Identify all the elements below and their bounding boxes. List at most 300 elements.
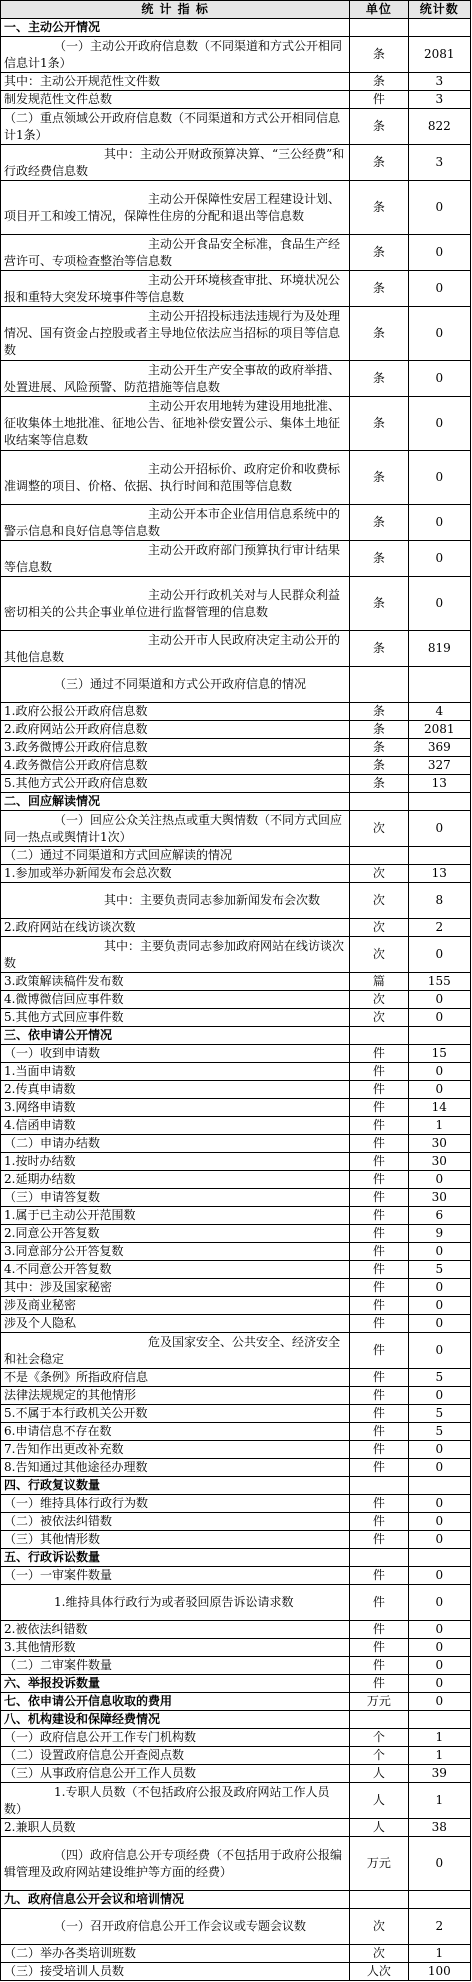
indicator-cell: 六、举报投诉数量	[1, 1675, 350, 1693]
indicator-cell: 制发规范性文件总数	[1, 91, 350, 109]
value-cell: 0	[408, 181, 470, 235]
table-row	[1, 1279, 471, 1297]
unit-cell: 件	[350, 1405, 408, 1423]
table-row	[1, 811, 471, 847]
value-cell: 30	[408, 1189, 470, 1207]
table-row	[1, 1495, 471, 1513]
table-row	[1, 1225, 471, 1243]
indicator-cell: 1.维持具体行政行为或者驳回原告诉讼请求数	[1, 1585, 350, 1621]
table-row	[1, 541, 471, 577]
unit-cell: 条	[350, 505, 408, 541]
indicator-cell: 危及国家安全、公共安全、经济安全和社会稳定	[1, 1333, 350, 1369]
unit-cell: 条	[350, 541, 408, 577]
indicator-cell: 一、主动公开情况	[1, 19, 350, 37]
table-row	[1, 307, 471, 361]
table-row	[1, 1747, 471, 1765]
table-body	[1, 1, 471, 1981]
value-cell: 819	[408, 631, 470, 667]
unit-cell: 人	[350, 1783, 408, 1819]
indicator-cell: 3.政务微博公开政府信息数	[1, 739, 350, 757]
table-row	[1, 451, 471, 505]
value-cell: 100	[408, 1963, 470, 1981]
table-row	[1, 1261, 471, 1279]
indicator-cell: 2.延期办结数	[1, 1171, 350, 1189]
indicator-cell: 2.被依法纠错数	[1, 1621, 350, 1639]
indicator-cell: 主动公开本市企业信用信息系统中的警示信息和良好信息等信息数	[1, 505, 350, 541]
table-row	[1, 1657, 471, 1675]
indicator-cell: 其中：主要负责同志参加政府网站在线访谈次数	[1, 937, 350, 973]
section-row	[1, 793, 471, 811]
value-cell: 0	[408, 1657, 470, 1675]
indicator-cell: 涉及个人隐私	[1, 1315, 350, 1333]
unit-cell: 件	[350, 1207, 408, 1225]
value-cell: 0	[408, 541, 470, 577]
indicator-cell: 五、行政诉讼数量	[1, 1549, 350, 1567]
table-row	[1, 37, 471, 73]
unit-cell: 件	[350, 1369, 408, 1387]
indicator-cell: （一）回应公众关注热点或重大舆情数（不同方式回应同一热点或舆情计1次）	[1, 811, 350, 847]
table-row	[1, 1585, 471, 1621]
unit-cell	[350, 847, 408, 865]
indicator-cell: 1.政府公报公开政府信息数	[1, 703, 350, 721]
indicator-cell: 4.信函申请数	[1, 1117, 350, 1135]
value-cell: 0	[408, 1387, 470, 1405]
table-row	[1, 703, 471, 721]
indicator-cell: （一）收到申请数	[1, 1045, 350, 1063]
value-cell: 0	[408, 235, 470, 271]
value-cell: 0	[408, 505, 470, 541]
section-row	[1, 19, 471, 37]
indicator-cell: 5.其他方式公开政府信息数	[1, 775, 350, 793]
value-cell: 2081	[408, 37, 470, 73]
value-cell: 8	[408, 883, 470, 919]
value-cell: 9	[408, 1225, 470, 1243]
value-cell: 5	[408, 1261, 470, 1279]
unit-cell: 件	[350, 1567, 408, 1585]
indicator-cell: 1.参加或举办新闻发布会总次数	[1, 865, 350, 883]
indicator-cell: 七、依申请公开信息收取的费用	[1, 1693, 350, 1711]
table-row	[1, 1117, 471, 1135]
table-row	[1, 181, 471, 235]
value-cell: 0	[408, 307, 470, 361]
indicator-cell: 其中：主要负责同志参加新闻发布会次数	[1, 883, 350, 919]
value-cell: 15	[408, 1045, 470, 1063]
table-row	[1, 883, 471, 919]
table-row	[1, 739, 471, 757]
value-cell	[408, 19, 470, 37]
table-row	[1, 1513, 471, 1531]
value-cell: 369	[408, 739, 470, 757]
value-cell: 30	[408, 1153, 470, 1171]
table-row	[1, 1783, 471, 1819]
unit-cell: 件	[350, 1513, 408, 1531]
table-row	[1, 1243, 471, 1261]
table-row	[1, 271, 471, 307]
value-cell: 0	[408, 937, 470, 973]
value-cell: 0	[408, 397, 470, 451]
table-row	[1, 1099, 471, 1117]
unit-cell: 件	[350, 1423, 408, 1441]
indicator-cell: 涉及商业秘密	[1, 1297, 350, 1315]
value-cell	[408, 847, 470, 865]
unit-cell	[350, 667, 408, 703]
unit-cell: 次	[350, 937, 408, 973]
indicator-cell: 主动公开招投标违法违规行为及处理情况、国有资金占控股或者主导地位依法应当招标的项目等信息数	[1, 307, 350, 361]
value-cell: 5	[408, 1369, 470, 1387]
table-row	[1, 1315, 471, 1333]
value-cell: 1	[408, 1729, 470, 1747]
unit-cell: 条	[350, 181, 408, 235]
indicator-cell: 主动公开政府部门预算执行审计结果等信息数	[1, 541, 350, 577]
indicator-cell: 其中：主动公开财政预算决算、“三公经费”和行政经费信息数	[1, 145, 350, 181]
unit-cell: 件	[350, 1441, 408, 1459]
unit-cell: 件	[350, 1081, 408, 1099]
unit-cell: 条	[350, 73, 408, 91]
indicator-cell: （二）二审案件数量	[1, 1657, 350, 1675]
table-row	[1, 1297, 471, 1315]
value-cell: 155	[408, 973, 470, 991]
section-row	[1, 1675, 471, 1693]
unit-cell: 条	[350, 739, 408, 757]
unit-cell: 件	[350, 1099, 408, 1117]
table-row	[1, 1729, 471, 1747]
section-row	[1, 1711, 471, 1729]
value-cell: 13	[408, 865, 470, 883]
indicator-cell: 5.其他方式回应事件数	[1, 1009, 350, 1027]
value-cell: 5	[408, 1423, 470, 1441]
table-row	[1, 73, 471, 91]
value-cell	[408, 1711, 470, 1729]
indicator-cell: 6.申请信息不存在数	[1, 1423, 350, 1441]
value-cell: 0	[408, 1009, 470, 1027]
table-row	[1, 1081, 471, 1099]
unit-cell: 条	[350, 361, 408, 397]
indicator-cell: 八、机构建设和保障经费情况	[1, 1711, 350, 1729]
indicator-cell: 1.专职人员数（不包括政府公报及政府网站工作人员数）	[1, 1783, 350, 1819]
unit-cell: 件	[350, 1585, 408, 1621]
value-cell: 0	[408, 1693, 470, 1711]
table-row	[1, 1405, 471, 1423]
value-cell: 13	[408, 775, 470, 793]
value-cell	[408, 1477, 470, 1495]
unit-cell: 件	[350, 1621, 408, 1639]
indicator-cell: （三）接受培训人员数	[1, 1963, 350, 1981]
value-cell: 0	[408, 1837, 470, 1891]
indicator-cell: （一）主动公开政府信息数（不同渠道和方式公开相同信息计1条）	[1, 37, 350, 73]
value-cell: 0	[408, 1081, 470, 1099]
indicator-cell: 主动公开食品安全标准，食品生产经营许可、专项检查整治等信息数	[1, 235, 350, 271]
value-cell: 0	[408, 1675, 470, 1693]
table-row	[1, 1459, 471, 1477]
table-row	[1, 1369, 471, 1387]
value-cell: 0	[408, 361, 470, 397]
table-row	[1, 1621, 471, 1639]
value-cell: 3	[408, 91, 470, 109]
value-cell: 0	[408, 1243, 470, 1261]
unit-cell: 人	[350, 1819, 408, 1837]
unit-cell: 件	[350, 1171, 408, 1189]
table-row	[1, 397, 471, 451]
unit-cell: 件	[350, 1243, 408, 1261]
unit-cell: 次	[350, 1945, 408, 1963]
indicator-cell: 主动公开农用地转为建设用地批准、征收集体土地批准、征地公告、征地补偿安置公示、集体土地征收结案等信息数	[1, 397, 350, 451]
indicator-cell: （二）设置政府信息公开查阅点数	[1, 1747, 350, 1765]
unit-cell: 件	[350, 1387, 408, 1405]
indicator-cell: 主动公开市人民政府决定主动公开的其他信息数	[1, 631, 350, 667]
value-cell: 3	[408, 145, 470, 181]
unit-cell: 件	[350, 1639, 408, 1657]
unit-cell: 条	[350, 271, 408, 307]
table-header-row	[1, 1, 471, 19]
table-row	[1, 1189, 471, 1207]
table-row	[1, 991, 471, 1009]
table-row	[1, 847, 471, 865]
table-row	[1, 1441, 471, 1459]
section-row	[1, 1891, 471, 1909]
unit-cell: 条	[350, 307, 408, 361]
value-cell: 0	[408, 1513, 470, 1531]
unit-cell: 次	[350, 811, 408, 847]
table-row	[1, 1171, 471, 1189]
value-cell: 0	[408, 1297, 470, 1315]
unit-cell: 次	[350, 1909, 408, 1945]
unit-cell: 人次	[350, 1963, 408, 1981]
unit-cell: 件	[350, 1459, 408, 1477]
unit-cell: 条	[350, 451, 408, 505]
value-cell	[408, 1549, 470, 1567]
indicator-cell: （一）召开政府信息公开工作会议或专题会议数	[1, 1909, 350, 1945]
indicator-cell: 7.告知作出更改补充数	[1, 1441, 350, 1459]
unit-cell	[350, 793, 408, 811]
indicator-cell: 不是《条例》所指政府信息	[1, 1369, 350, 1387]
value-cell: 0	[408, 1441, 470, 1459]
table-row	[1, 667, 471, 703]
table-row	[1, 1063, 471, 1081]
table-row	[1, 1333, 471, 1369]
unit-cell	[350, 1711, 408, 1729]
table-row	[1, 145, 471, 181]
unit-cell: 条	[350, 145, 408, 181]
indicator-cell: （一）一审案件数量	[1, 1567, 350, 1585]
table-row	[1, 865, 471, 883]
unit-cell: 人	[350, 1765, 408, 1783]
unit-cell: 条	[350, 703, 408, 721]
indicator-cell: 4.不同意公开答复数	[1, 1261, 350, 1279]
unit-cell: 条	[350, 37, 408, 73]
unit-cell: 次	[350, 1009, 408, 1027]
unit-cell: 条	[350, 775, 408, 793]
indicator-cell: （四）政府信息公开专项经费（不包括用于政府公报编辑管理及政府网站建设维护等方面的经费）	[1, 1837, 350, 1891]
unit-cell: 件	[350, 1657, 408, 1675]
indicator-cell: 3.网络申请数	[1, 1099, 350, 1117]
table-row	[1, 1009, 471, 1027]
table-row	[1, 1423, 471, 1441]
indicator-cell: （二）被依法纠错数	[1, 1513, 350, 1531]
indicator-cell: 3.同意部分公开答复数	[1, 1243, 350, 1261]
unit-cell: 件	[350, 1153, 408, 1171]
unit-cell: 个	[350, 1747, 408, 1765]
value-cell: 0	[408, 1567, 470, 1585]
unit-cell	[350, 19, 408, 37]
section-row	[1, 1549, 471, 1567]
table-row	[1, 1387, 471, 1405]
value-cell: 1	[408, 1945, 470, 1963]
table-row	[1, 919, 471, 937]
unit-cell: 篇	[350, 973, 408, 991]
value-cell: 0	[408, 811, 470, 847]
unit-cell: 件	[350, 1225, 408, 1243]
indicator-cell: （三）其他情形数	[1, 1531, 350, 1549]
value-cell: 5	[408, 1405, 470, 1423]
unit-cell: 件	[350, 1315, 408, 1333]
table-row	[1, 1945, 471, 1963]
value-cell: 0	[408, 1333, 470, 1369]
indicator-cell: （三）通过不同渠道和方式公开政府信息的情况	[1, 667, 350, 703]
value-cell: 0	[408, 1279, 470, 1297]
value-cell: 1	[408, 1783, 470, 1819]
unit-cell	[350, 1891, 408, 1909]
indicator-cell: （一）维持具体行政行为数	[1, 1495, 350, 1513]
table-row	[1, 775, 471, 793]
unit-cell: 件	[350, 1189, 408, 1207]
indicator-cell: 其中：涉及国家秘密	[1, 1279, 350, 1297]
unit-cell: 件	[350, 91, 408, 109]
unit-cell	[350, 1027, 408, 1045]
table-row	[1, 973, 471, 991]
indicator-cell: （二）通过不同渠道和方式回应解读的情况	[1, 847, 350, 865]
value-cell: 0	[408, 1639, 470, 1657]
value-cell: 4	[408, 703, 470, 721]
value-cell: 3	[408, 73, 470, 91]
table-row	[1, 505, 471, 541]
indicator-cell: 法律法规规定的其他情形	[1, 1387, 350, 1405]
value-cell: 0	[408, 1315, 470, 1333]
unit-cell: 条	[350, 397, 408, 451]
unit-cell: 万元	[350, 1837, 408, 1891]
indicator-cell: （二）申请办结数	[1, 1135, 350, 1153]
unit-cell: 件	[350, 1261, 408, 1279]
table-row	[1, 1045, 471, 1063]
value-cell: 0	[408, 451, 470, 505]
value-cell: 38	[408, 1819, 470, 1837]
value-cell: 0	[408, 1621, 470, 1639]
header-unit: 单位	[350, 1, 408, 19]
value-cell	[408, 793, 470, 811]
table-row	[1, 1765, 471, 1783]
indicator-cell: 2.政府网站在线访谈次数	[1, 919, 350, 937]
value-cell: 0	[408, 1171, 470, 1189]
value-cell: 1	[408, 1747, 470, 1765]
table-row	[1, 1819, 471, 1837]
unit-cell: 条	[350, 631, 408, 667]
unit-cell: 条	[350, 721, 408, 739]
indicator-cell: 1.属于已主动公开范围数	[1, 1207, 350, 1225]
indicator-cell: 主动公开环境核查审批、环境状况公报和重特大突发环境事件等信息数	[1, 271, 350, 307]
indicator-cell: （三）申请答复数	[1, 1189, 350, 1207]
indicator-cell: 5.不属于本行政机关公开数	[1, 1405, 350, 1423]
indicator-cell: 2.传真申请数	[1, 1081, 350, 1099]
unit-cell	[350, 1549, 408, 1567]
value-cell: 0	[408, 1495, 470, 1513]
value-cell: 327	[408, 757, 470, 775]
unit-cell: 条	[350, 757, 408, 775]
section-row	[1, 1693, 471, 1711]
unit-cell: 万元	[350, 1693, 408, 1711]
unit-cell: 条	[350, 109, 408, 145]
table-row	[1, 1639, 471, 1657]
table-row	[1, 1207, 471, 1225]
value-cell: 2	[408, 1909, 470, 1945]
unit-cell: 个	[350, 1729, 408, 1747]
value-cell: 0	[408, 991, 470, 1009]
section-row	[1, 1477, 471, 1495]
unit-cell: 次	[350, 991, 408, 1009]
unit-cell: 件	[350, 1297, 408, 1315]
unit-cell	[350, 1477, 408, 1495]
unit-cell: 件	[350, 1117, 408, 1135]
value-cell: 0	[408, 1063, 470, 1081]
indicator-cell: 2.同意公开答复数	[1, 1225, 350, 1243]
table-row	[1, 1837, 471, 1891]
table-row	[1, 361, 471, 397]
unit-cell: 件	[350, 1279, 408, 1297]
indicator-cell: 主动公开招标价、政府定价和收费标准调整的项目、价格、依据、执行时间和范围等信息数	[1, 451, 350, 505]
indicator-cell: （三）从事政府信息公开工作人员数	[1, 1765, 350, 1783]
unit-cell: 件	[350, 1495, 408, 1513]
indicator-cell: 2.兼职人员数	[1, 1819, 350, 1837]
indicator-cell: 二、回应解读情况	[1, 793, 350, 811]
indicator-cell: 1.当面申请数	[1, 1063, 350, 1081]
header-value: 统计数	[408, 1, 470, 19]
table-row	[1, 1963, 471, 1981]
value-cell: 0	[408, 1531, 470, 1549]
indicator-cell: 其中：主动公开规范性文件数	[1, 73, 350, 91]
indicator-cell: 3.政策解读稿件发布数	[1, 973, 350, 991]
unit-cell: 件	[350, 1135, 408, 1153]
unit-cell: 次	[350, 883, 408, 919]
value-cell: 2081	[408, 721, 470, 739]
indicator-cell: （二）重点领域公开政府信息数（不同渠道和方式公开相同信息计1条）	[1, 109, 350, 145]
value-cell: 822	[408, 109, 470, 145]
indicator-cell: 4.微博微信回应事件数	[1, 991, 350, 1009]
table-row	[1, 1567, 471, 1585]
indicator-cell: 主动公开生产安全事故的政府举措、处置进展、风险预警、防范措施等信息数	[1, 361, 350, 397]
value-cell: 0	[408, 1459, 470, 1477]
value-cell: 14	[408, 1099, 470, 1117]
unit-cell: 件	[350, 1531, 408, 1549]
unit-cell: 条	[350, 577, 408, 631]
unit-cell: 件	[350, 1333, 408, 1369]
indicator-cell: 三、依申请公开情况	[1, 1027, 350, 1045]
unit-cell: 件	[350, 1675, 408, 1693]
table-row	[1, 1909, 471, 1945]
value-cell: 1	[408, 1117, 470, 1135]
table-row	[1, 1531, 471, 1549]
table-row	[1, 109, 471, 145]
table-row	[1, 757, 471, 775]
indicator-cell: 4.政务微信公开政府信息数	[1, 757, 350, 775]
section-row	[1, 1027, 471, 1045]
value-cell: 6	[408, 1207, 470, 1225]
indicator-cell: 四、行政复议数量	[1, 1477, 350, 1495]
indicator-cell: 8.告知通过其他途径办理数	[1, 1459, 350, 1477]
indicator-cell: 九、政府信息公开会议和培训情况	[1, 1891, 350, 1909]
value-cell	[408, 1027, 470, 1045]
value-cell: 0	[408, 577, 470, 631]
value-cell: 30	[408, 1135, 470, 1153]
unit-cell: 次	[350, 919, 408, 937]
indicator-cell: 3.其他情形数	[1, 1639, 350, 1657]
